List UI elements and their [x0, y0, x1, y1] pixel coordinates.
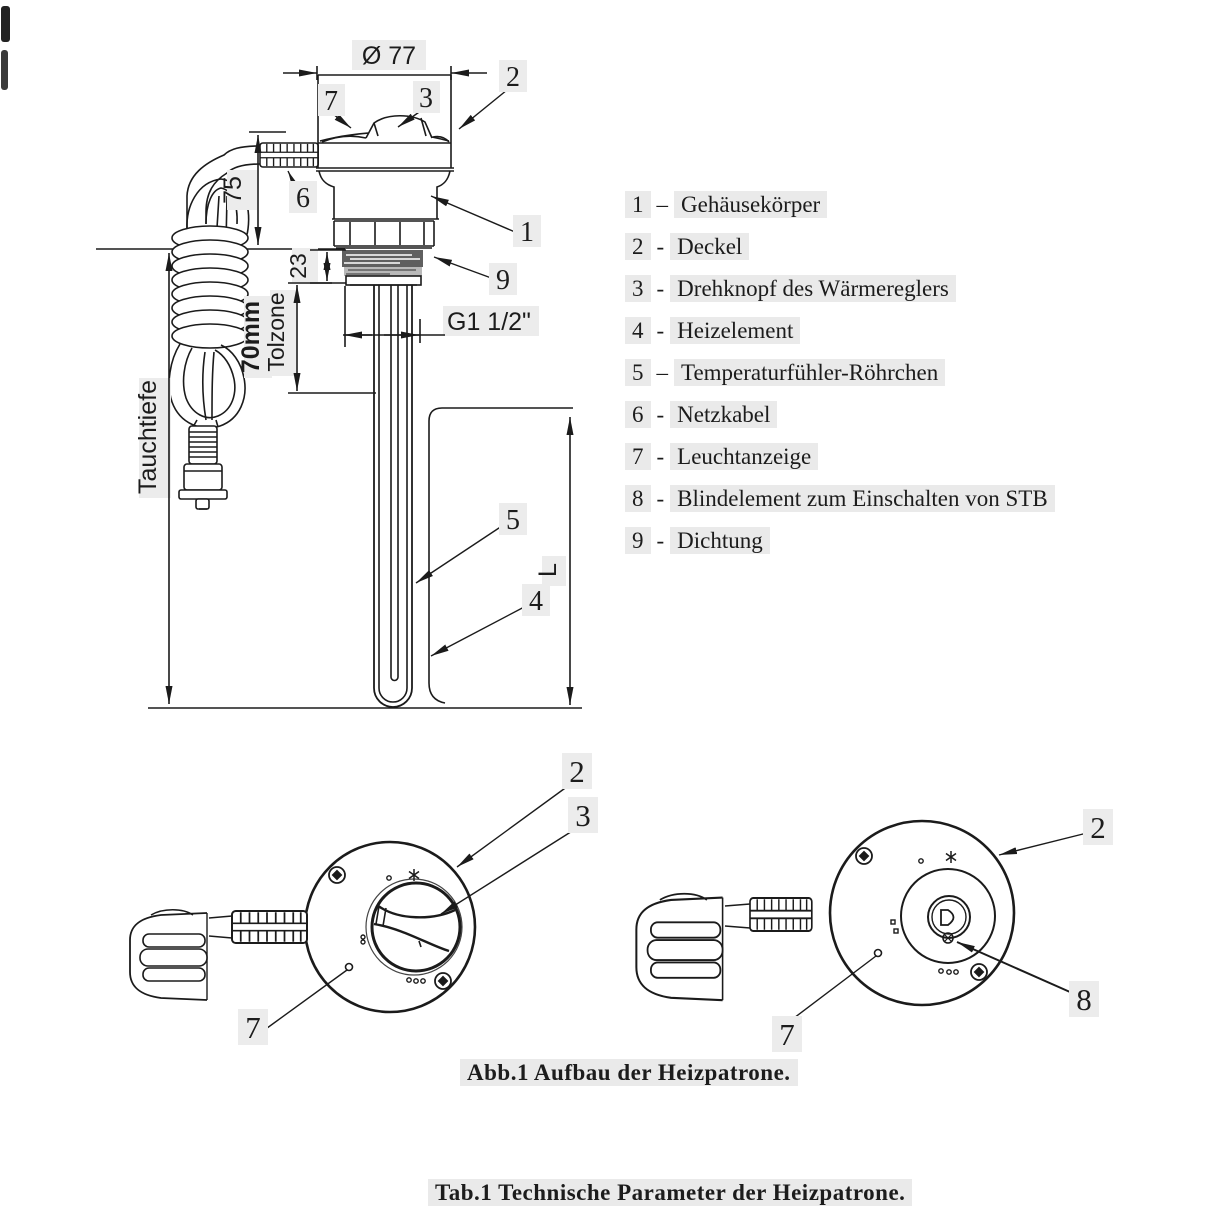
callout-4: 4 — [529, 586, 543, 617]
callout-numbers — [238, 753, 598, 1045]
table-caption-text: Tab.1 Technische Parameter der Heizpatrone. — [428, 1179, 912, 1206]
knob-recess — [366, 879, 462, 975]
legend-num: 3 — [625, 275, 651, 302]
body-gehaeusekoerper — [319, 171, 450, 248]
indicator-lamp — [346, 964, 353, 971]
legend-item-8 — [625, 478, 1105, 520]
legend-num: 1 — [625, 191, 651, 218]
table-caption — [428, 1180, 912, 1206]
heating-element-tubes — [374, 285, 412, 707]
dim-length-label: L — [534, 563, 562, 577]
legend-item-4 — [625, 310, 1105, 352]
callout-7: 7 — [324, 86, 338, 117]
dim-23-label: 23 — [285, 253, 311, 279]
dim-75-label: 75 — [219, 176, 247, 204]
legend-sep: - — [656, 444, 665, 469]
cover-screw — [971, 964, 987, 980]
cover-outline — [830, 821, 1014, 1005]
cable-hook — [169, 344, 245, 428]
callout-3: 3 — [419, 83, 433, 114]
legend-item-2 — [625, 226, 1105, 268]
figure-caption — [460, 1060, 798, 1086]
dim-length — [534, 417, 570, 705]
dim-diameter-label: Ø 77 — [361, 42, 417, 70]
legend-num: 8 — [625, 485, 651, 512]
legend-sep: - — [656, 318, 665, 343]
legend-item-6 — [625, 394, 1105, 436]
legend-label: Heizelement — [670, 317, 800, 344]
callout-5: 5 — [506, 505, 520, 536]
power-plug — [179, 420, 227, 509]
bottom-view-with-knob — [130, 753, 598, 1045]
legend-num: 2 — [625, 233, 651, 260]
legend-num: 6 — [625, 401, 651, 428]
legend-label: Temperaturfühler-Röhrchen — [674, 359, 945, 386]
legend-sep: - — [656, 486, 665, 511]
callout-8: 8 — [1076, 982, 1092, 1017]
dim-23 — [285, 248, 346, 283]
dim-tolzone — [237, 283, 376, 393]
legend-item-3 — [625, 268, 1105, 310]
legend-label: Leuchtanzeige — [670, 443, 818, 470]
dim-diameter — [283, 40, 487, 80]
dim-tauchtiefe-label: Tauchtiefe — [134, 380, 162, 494]
side-view-drawing — [96, 40, 582, 708]
thread-section — [342, 250, 423, 285]
legend-label: Dichtung — [670, 527, 770, 554]
callout-7: 7 — [779, 1017, 795, 1052]
figure-caption-text: Abb.1 Aufbau der Heizpatrone. — [460, 1059, 798, 1086]
callout-7: 7 — [245, 1010, 261, 1045]
callout-2: 2 — [1090, 810, 1106, 845]
legend-item-7 — [625, 436, 1105, 478]
legend-num: 4 — [625, 317, 651, 344]
callout-leaders-top — [288, 90, 528, 656]
legend-num: 7 — [625, 443, 651, 470]
legend-label: Drehknopf des Wärmereglers — [670, 275, 956, 302]
parts-legend — [625, 184, 1105, 562]
dim-tolzone-label: Tolzone — [263, 292, 289, 372]
legend-item-9 — [625, 520, 1105, 562]
dim-tauchtiefe — [134, 253, 171, 704]
callout-6: 6 — [296, 183, 310, 214]
callout-9: 9 — [496, 265, 510, 296]
legend-label: Netzkabel — [670, 401, 777, 428]
callout-3: 3 — [575, 798, 591, 833]
callout-numbers — [772, 809, 1113, 1052]
cable-and-plug — [636, 894, 811, 1000]
cover-screw — [435, 973, 451, 989]
legend-num: 9 — [625, 527, 651, 554]
spindle-hole — [928, 896, 970, 938]
dim-tolzone-value: 70mm — [237, 300, 265, 374]
dim-thread-size-label: G1 1/2" — [447, 308, 531, 336]
tank-wall — [429, 408, 573, 703]
cover-screw — [329, 867, 345, 883]
cover-screw — [856, 848, 872, 864]
cable-and-plug — [130, 910, 307, 1000]
sensor-tube — [391, 285, 398, 681]
legend-sep: - — [656, 276, 665, 301]
legend-item-1 — [625, 184, 1105, 226]
legend-item-5 — [625, 352, 1105, 394]
legend-sep: - — [656, 528, 665, 553]
callout-1: 1 — [520, 217, 534, 248]
knob-recess — [901, 869, 995, 963]
legend-num: 5 — [625, 359, 651, 386]
callout-2: 2 — [506, 62, 520, 93]
legend-sep: – — [656, 192, 668, 217]
legend-label: Deckel — [670, 233, 749, 260]
scan-artifact — [1, 6, 10, 90]
frost-symbol — [946, 851, 956, 863]
legend-sep: - — [656, 402, 665, 427]
callout-leaders — [263, 786, 577, 1031]
callout-2: 2 — [569, 754, 585, 789]
legend-sep: – — [656, 360, 668, 385]
indicator-lamp — [875, 950, 882, 957]
bottom-view-without-knob — [636, 809, 1113, 1052]
thermostat-knob — [372, 883, 460, 971]
legend-label: Gehäusekörper — [674, 191, 827, 218]
legend-label: Blindelement zum Einschalten von STB — [670, 485, 1055, 512]
legend-sep: - — [656, 234, 665, 259]
